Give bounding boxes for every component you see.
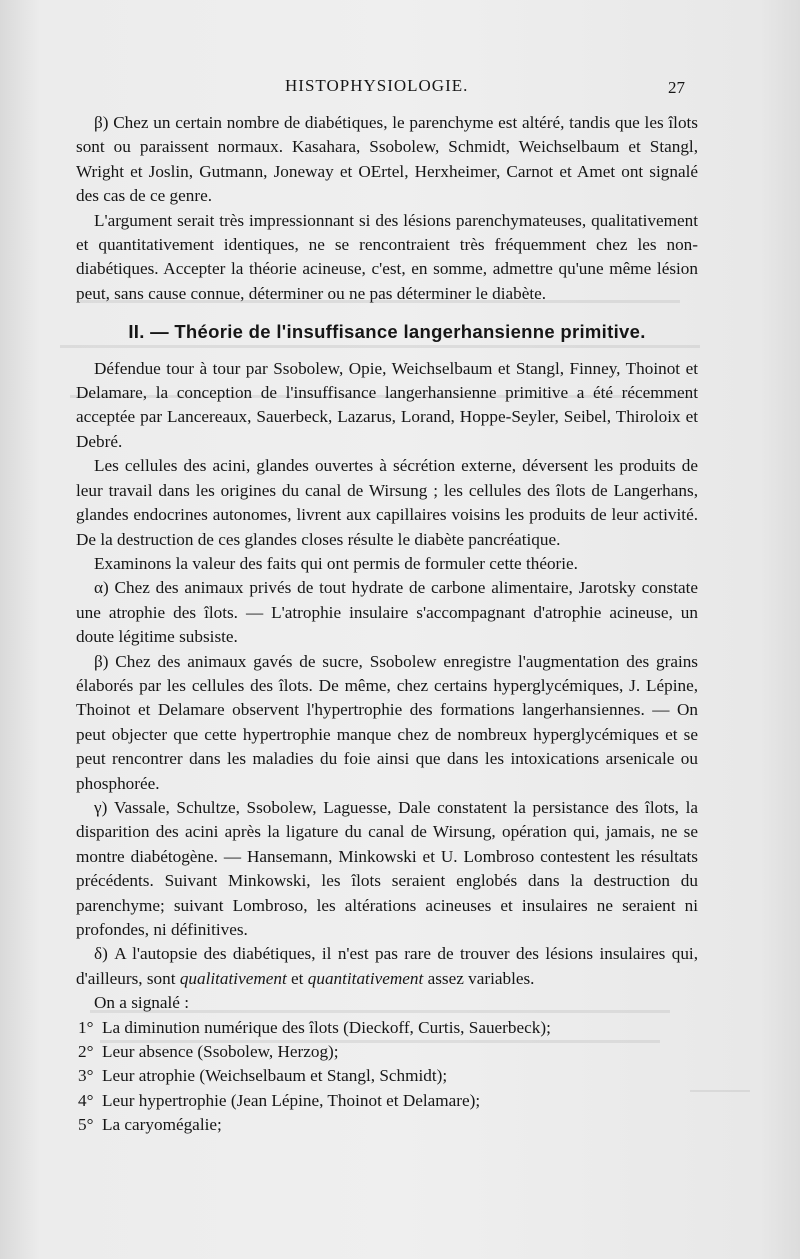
list-text: Leur absence (Ssobolew, Herzog); — [102, 1042, 339, 1062]
list-item — [76, 1089, 698, 1113]
paragraph: γ) Vassale, Schultze, Ssobolew, Laguesse, Dale constatent la persistance des îlots, la disparition des acini après la ligature du canal de Wirsung, opération qui, jamais, ne se montre diabétogène. — Hansemann, Minkowski et U. Lombroso contestent les résultats précédents. Suivant Minkowski, les îlots seraient englobés dans la destruction du parenchyme; suivant Lombroso, les altérations acineuses et insulaires ne seraient ni profondes, ni définitives. — [76, 797, 698, 939]
list-intro: On a signalé : — [94, 993, 189, 1013]
paragraph: α) Chez des animaux privés de tout hydrate de carbone alimentaire, Jarotsky constate une atrophie des îlots. — L'atrophie insulaire s'accompagnant d'atrophie acineuse, un doute légitime subsiste. — [76, 578, 698, 647]
paragraph: Les cellules des acini, glandes ouvertes à sécrétion externe, déversent les produits de leur travail dans les origines du canal de Wirsung ; les cellules des îlots de Langerhans, glandes endocrines autonomes, livrent aux capillaires voisins les produits de leur activité. De la destruction de ces glandes closes résulte le diabète pancréatique. — [76, 456, 698, 549]
list-number: 2° — [78, 1042, 94, 1062]
paragraph: β) Chez des animaux gavés de sucre, Ssobolew enregistre l'augmentation des grains élaborés par les cellules des îlots. De même, chez certains hyperglycémiques, J. Lépine, Thoinot et Delamare observent l'hypertrophie des formations langerhansiennes. — On peut objecter que cette hypertrophie manque chez de nombreux hyperglycémiques et se peut rencontrer dans les maladies du foie ainsi que dans les intoxications arsenicale ou phosphorée. — [76, 651, 698, 793]
list-number: 5° — [78, 1115, 94, 1135]
delta-text-start: δ) A l'autopsie des diabétiques, il n'est pas rare de trouver des lésions insulaires qui, d'ailleurs, sont — [76, 944, 698, 988]
list-number: 1° — [78, 1017, 94, 1037]
page-header — [0, 70, 800, 100]
paragraph: L'argument serait très impressionnant si des lésions parenchymateuses, qualitativement et quantitativement identiques, ne se rencontraient très fréquemment chez les non-diabétiques. Accepter la théorie acineuse, c'est, en somme, admettre qu'une même lésion peut, sans cause connue, déterminer ou ne pas déterminer le diabète. — [76, 210, 698, 303]
list-text: La caryomégalie; — [102, 1115, 222, 1135]
paragraph: Examinons la valeur des faits qui ont permis de formuler cette théorie. — [94, 553, 578, 573]
delta-text-end: assez variables. — [423, 968, 535, 988]
paragraph: Défendue tour à tour par Ssobolew, Opie, Weichselbaum et Stangl, Finney, Thoinot et Delamare, la conception de l'insuffisance langerhansienne primitive a été récemment acceptée par Lancereaux, Sauerbeck, Lazarus, Lorand, Hoppe-Seyler, Seibel, Thiroloix et Debré. — [76, 358, 698, 451]
list-number: 3° — [78, 1066, 94, 1086]
list-text: Leur atrophie (Weichselbaum et Stangl, Schmidt); — [102, 1066, 448, 1086]
enumerated-list — [76, 1016, 698, 1138]
list-item — [76, 1040, 698, 1064]
body-text — [76, 111, 698, 1138]
list-item — [76, 1016, 698, 1040]
page-number: 27 — [668, 78, 685, 97]
list-item — [76, 1113, 698, 1137]
section-heading: II. — Théorie de l'insuffisance langerhansienne primitive. — [128, 321, 646, 343]
list-item — [76, 1064, 698, 1088]
paragraph-delta — [76, 942, 698, 991]
paragraph: β) Chez un certain nombre de diabétiques, le parenchyme est altéré, tandis que les îlots sont ou paraissent normaux. Kasahara, Ssobolew, Schmidt, Weichselbaum et Stangl, Wright et Joslin, Gutmann, Joneway et OErtel, Herxheimer, Carnot et Amet ont signalé des cas de ce genre. — [76, 113, 698, 206]
ghost-line — [690, 1090, 750, 1092]
delta-text-middle: et — [286, 968, 308, 988]
emphasis: quantitativement — [307, 968, 424, 988]
list-number: 4° — [78, 1090, 94, 1110]
list-text: Leur hypertrophie (Jean Lépine, Thoinot et Delamare); — [102, 1090, 481, 1110]
emphasis: qualitativement — [179, 968, 287, 988]
list-text: La diminution numérique des îlots (Dieckoff, Curtis, Sauerbeck); — [102, 1017, 551, 1037]
running-title: HISTOPHYSIOLOGIE. — [285, 76, 469, 95]
